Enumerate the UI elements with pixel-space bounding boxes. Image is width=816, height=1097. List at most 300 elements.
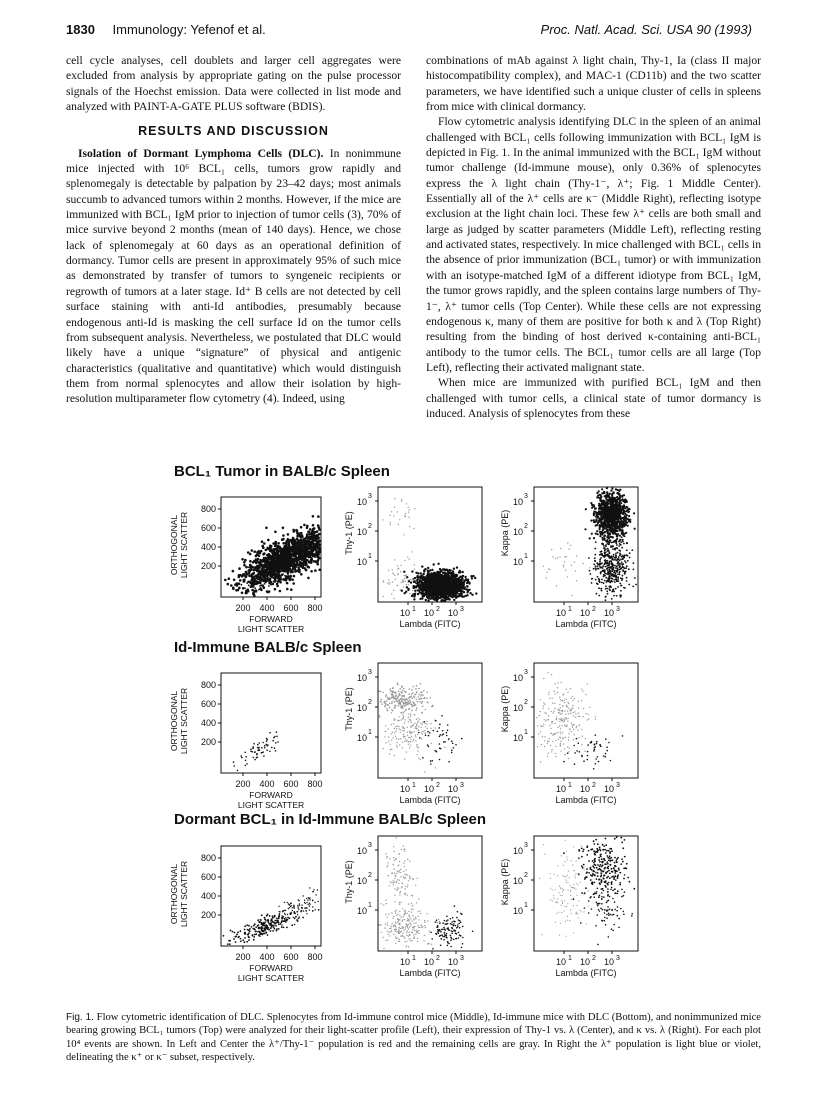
event-dot bbox=[318, 546, 321, 549]
event-dot bbox=[426, 723, 427, 724]
event-dot bbox=[543, 705, 544, 706]
event-dot bbox=[609, 500, 611, 502]
event-dot bbox=[395, 726, 396, 727]
event-dot bbox=[428, 735, 430, 737]
event-dot bbox=[620, 568, 622, 570]
event-dot bbox=[448, 588, 450, 590]
event-dot bbox=[596, 524, 598, 526]
x-tick-exponent: 1 bbox=[568, 606, 572, 613]
event-dot bbox=[568, 751, 569, 752]
event-dot bbox=[604, 575, 606, 577]
event-dot bbox=[540, 731, 541, 732]
event-dot bbox=[610, 561, 612, 563]
y-axis-label: LIGHT SCATTER bbox=[179, 860, 189, 928]
event-dot bbox=[455, 587, 457, 589]
event-dot bbox=[414, 508, 415, 509]
x-tick-label: 800 bbox=[307, 779, 323, 789]
event-dot bbox=[267, 744, 269, 746]
section-heading: RESULTS AND DISCUSSION bbox=[138, 124, 329, 139]
event-dot bbox=[317, 515, 320, 518]
event-dot bbox=[439, 590, 441, 592]
event-dot bbox=[317, 559, 320, 562]
event-dot bbox=[626, 501, 628, 503]
event-dot bbox=[418, 688, 420, 690]
event-dot bbox=[397, 565, 398, 566]
event-dot bbox=[551, 751, 552, 752]
event-dot bbox=[299, 556, 302, 559]
event-dot bbox=[605, 508, 607, 510]
event-dot bbox=[404, 759, 405, 760]
event-dot bbox=[418, 729, 419, 730]
event-dot bbox=[611, 487, 613, 489]
event-dot bbox=[615, 553, 617, 555]
event-dot bbox=[588, 714, 589, 715]
event-dot bbox=[249, 571, 251, 573]
journal-citation: Proc. Natl. Acad. Sci. USA 90 (1993) bbox=[540, 22, 752, 37]
event-dot bbox=[403, 688, 405, 690]
event-dot bbox=[435, 573, 437, 575]
event-dot bbox=[567, 576, 568, 577]
event-dot bbox=[616, 535, 618, 537]
event-dot bbox=[606, 530, 608, 532]
event-dot bbox=[560, 714, 561, 715]
event-dot bbox=[619, 550, 621, 552]
event-dot bbox=[564, 556, 565, 557]
event-dot bbox=[427, 573, 429, 575]
event-dot bbox=[561, 710, 562, 711]
event-dot bbox=[285, 540, 288, 543]
event-dot bbox=[410, 581, 412, 583]
event-dot bbox=[397, 725, 398, 726]
event-dot bbox=[395, 705, 397, 707]
event-dot bbox=[263, 558, 266, 561]
event-dot bbox=[245, 756, 247, 758]
event-dot bbox=[412, 590, 413, 591]
event-dot bbox=[608, 565, 610, 567]
scatter-events bbox=[224, 515, 321, 597]
event-dot bbox=[616, 496, 618, 498]
event-dot bbox=[408, 584, 409, 585]
event-dot bbox=[555, 683, 556, 684]
event-dot bbox=[626, 580, 628, 582]
event-dot bbox=[259, 742, 261, 744]
event-dot bbox=[606, 524, 608, 526]
event-dot bbox=[266, 557, 269, 560]
event-dot bbox=[415, 736, 416, 737]
event-dot bbox=[559, 697, 560, 698]
event-dot bbox=[595, 734, 597, 736]
event-dot bbox=[567, 542, 568, 543]
event-dot bbox=[589, 707, 590, 708]
event-dot bbox=[426, 721, 427, 722]
event-dot bbox=[421, 702, 423, 704]
event-dot bbox=[245, 590, 248, 593]
event-dot bbox=[620, 544, 622, 546]
event-dot bbox=[607, 548, 609, 550]
event-dot bbox=[593, 506, 595, 508]
event-dot bbox=[397, 746, 398, 747]
event-dot bbox=[621, 495, 623, 497]
event-dot bbox=[576, 750, 578, 752]
event-dot bbox=[566, 699, 567, 700]
event-dot bbox=[412, 697, 414, 699]
event-dot bbox=[570, 709, 571, 710]
event-dot bbox=[552, 556, 553, 557]
event-dot bbox=[579, 715, 580, 716]
event-dot bbox=[564, 710, 565, 711]
event-dot bbox=[455, 744, 457, 746]
event-dot bbox=[283, 570, 285, 572]
event-dot bbox=[411, 710, 413, 712]
event-dot bbox=[622, 569, 624, 571]
event-dot bbox=[394, 498, 395, 499]
event-dot bbox=[563, 565, 564, 566]
event-dot bbox=[272, 554, 275, 557]
event-dot bbox=[620, 577, 622, 579]
event-dot bbox=[625, 521, 627, 523]
event-dot bbox=[587, 759, 589, 761]
event-dot bbox=[567, 752, 569, 754]
event-dot bbox=[398, 716, 399, 717]
event-dot bbox=[556, 718, 557, 719]
event-dot bbox=[413, 696, 415, 698]
event-dot bbox=[617, 576, 619, 578]
event-dot bbox=[427, 744, 429, 746]
event-dot bbox=[626, 554, 628, 556]
event-dot bbox=[452, 570, 454, 572]
event-dot bbox=[423, 592, 425, 594]
y-axis-label: ORTHOGONAL bbox=[169, 514, 179, 576]
event-dot bbox=[611, 519, 613, 521]
event-dot bbox=[233, 765, 235, 767]
event-dot bbox=[417, 734, 418, 735]
x-tick-label: 400 bbox=[259, 603, 275, 613]
event-dot bbox=[400, 692, 402, 694]
event-dot bbox=[574, 752, 576, 754]
event-dot bbox=[301, 536, 304, 539]
event-dot bbox=[610, 516, 612, 518]
event-dot bbox=[610, 546, 612, 548]
x-axis-label: Lambda (FITC) bbox=[555, 795, 617, 805]
event-dot bbox=[546, 713, 547, 714]
event-dot bbox=[614, 524, 616, 526]
event-dot bbox=[593, 750, 595, 752]
event-dot bbox=[623, 520, 625, 522]
event-dot bbox=[414, 714, 415, 715]
event-dot bbox=[598, 528, 600, 530]
event-dot bbox=[425, 709, 426, 710]
event-dot bbox=[416, 745, 417, 746]
event-dot bbox=[544, 740, 545, 741]
event-dot bbox=[406, 578, 407, 579]
event-dot bbox=[381, 703, 383, 705]
event-dot bbox=[607, 539, 609, 541]
event-dot bbox=[233, 761, 235, 763]
event-dot bbox=[256, 754, 258, 756]
event-dot bbox=[566, 726, 567, 727]
event-dot bbox=[590, 520, 592, 522]
event-dot bbox=[427, 731, 429, 733]
event-dot bbox=[612, 536, 614, 538]
event-dot bbox=[603, 535, 605, 537]
event-dot bbox=[611, 495, 613, 497]
event-dot bbox=[619, 573, 621, 575]
event-dot bbox=[600, 494, 602, 496]
event-dot bbox=[608, 576, 610, 578]
event-dot bbox=[278, 571, 281, 574]
event-dot bbox=[617, 558, 619, 560]
event-dot bbox=[605, 577, 607, 579]
event-dot bbox=[631, 549, 633, 551]
event-dot bbox=[567, 692, 568, 693]
event-dot bbox=[426, 728, 427, 729]
event-dot bbox=[566, 556, 567, 557]
event-dot bbox=[576, 738, 578, 740]
event-dot bbox=[392, 572, 393, 573]
event-dot bbox=[318, 528, 321, 531]
x-axis-label: FORWARD bbox=[249, 790, 293, 800]
event-dot bbox=[380, 701, 382, 703]
event-dot bbox=[239, 587, 241, 589]
event-dot bbox=[616, 505, 618, 507]
event-dot bbox=[254, 587, 256, 589]
event-dot bbox=[256, 565, 259, 568]
event-dot bbox=[435, 727, 436, 728]
event-dot bbox=[279, 563, 281, 565]
event-dot bbox=[251, 589, 254, 592]
event-dot bbox=[612, 493, 614, 495]
event-dot bbox=[391, 712, 392, 713]
event-dot bbox=[591, 582, 593, 584]
event-dot bbox=[302, 550, 305, 553]
figure-row-title-middle: Id-Immune BALB/c Spleen bbox=[174, 639, 362, 656]
event-dot bbox=[613, 554, 615, 556]
event-dot bbox=[547, 756, 548, 757]
event-dot bbox=[435, 584, 437, 586]
event-dot bbox=[382, 692, 384, 694]
event-dot bbox=[399, 701, 401, 703]
event-dot bbox=[427, 567, 429, 569]
event-dot bbox=[560, 745, 561, 746]
event-dot bbox=[452, 591, 454, 593]
event-dot bbox=[274, 548, 277, 551]
event-dot bbox=[597, 565, 599, 567]
event-dot bbox=[422, 695, 424, 697]
event-dot bbox=[432, 705, 434, 707]
event-dot bbox=[276, 731, 278, 733]
event-dot bbox=[410, 745, 411, 746]
x-axis-label: LIGHT SCATTER bbox=[237, 624, 305, 634]
event-dot bbox=[570, 545, 571, 546]
event-dot bbox=[594, 557, 596, 559]
event-dot bbox=[388, 570, 389, 571]
event-dot bbox=[417, 722, 418, 723]
event-dot bbox=[283, 557, 286, 560]
event-dot bbox=[299, 545, 302, 548]
event-dot bbox=[261, 752, 263, 754]
event-dot bbox=[554, 723, 555, 724]
event-dot bbox=[270, 545, 273, 548]
event-dot bbox=[542, 708, 543, 709]
event-dot bbox=[285, 546, 288, 549]
event-dot bbox=[551, 674, 552, 675]
event-dot bbox=[607, 520, 609, 522]
event-dot bbox=[261, 568, 263, 570]
event-dot bbox=[454, 585, 456, 587]
event-dot bbox=[397, 585, 398, 586]
event-dot bbox=[279, 590, 282, 593]
y-tick-label: 600 bbox=[200, 699, 216, 709]
event-dot bbox=[392, 581, 393, 582]
scatter-plot-frame bbox=[221, 673, 321, 773]
event-dot bbox=[252, 751, 254, 753]
event-dot bbox=[267, 568, 269, 570]
event-dot bbox=[579, 724, 580, 725]
event-dot bbox=[578, 716, 579, 717]
event-dot bbox=[563, 566, 564, 567]
event-dot bbox=[439, 577, 441, 579]
event-dot bbox=[436, 580, 438, 582]
event-dot bbox=[315, 539, 318, 542]
event-dot bbox=[386, 708, 388, 710]
event-dot bbox=[292, 560, 295, 563]
event-dot bbox=[456, 582, 458, 584]
event-dot bbox=[408, 582, 409, 583]
event-dot bbox=[599, 506, 601, 508]
event-dot bbox=[303, 524, 306, 527]
event-dot bbox=[421, 698, 423, 700]
event-dot bbox=[558, 712, 559, 713]
event-dot bbox=[553, 712, 554, 713]
event-dot bbox=[589, 570, 591, 572]
event-dot bbox=[303, 541, 306, 544]
event-dot bbox=[284, 575, 286, 577]
event-dot bbox=[621, 512, 623, 514]
y-tick-label: 400 bbox=[200, 718, 216, 728]
event-dot bbox=[404, 719, 405, 720]
event-dot bbox=[238, 567, 241, 570]
event-dot bbox=[564, 561, 565, 562]
event-dot bbox=[427, 577, 429, 579]
event-dot bbox=[544, 746, 545, 747]
x-axis-label: Lambda (FITC) bbox=[399, 619, 461, 629]
event-dot bbox=[408, 507, 409, 508]
event-dot bbox=[624, 524, 626, 526]
event-dot bbox=[264, 747, 266, 749]
event-dot bbox=[606, 581, 608, 583]
event-dot bbox=[255, 554, 258, 557]
event-dot bbox=[269, 579, 271, 581]
event-dot bbox=[573, 729, 574, 730]
event-dot bbox=[540, 699, 541, 700]
event-dot bbox=[279, 575, 282, 578]
event-dot bbox=[410, 713, 412, 715]
event-dot bbox=[605, 566, 607, 568]
event-dot bbox=[559, 718, 560, 719]
event-dot bbox=[543, 678, 544, 679]
event-dot bbox=[413, 724, 414, 725]
event-dot bbox=[452, 579, 454, 581]
event-dot bbox=[394, 559, 395, 560]
event-dot bbox=[437, 563, 439, 565]
event-dot bbox=[601, 582, 603, 584]
event-dot bbox=[620, 502, 622, 504]
event-dot bbox=[422, 757, 424, 759]
event-dot bbox=[388, 728, 389, 729]
event-dot bbox=[272, 576, 274, 578]
event-dot bbox=[383, 580, 384, 581]
event-dot bbox=[405, 516, 406, 517]
y-axis-label: Thy-1 (PE) bbox=[344, 687, 354, 731]
event-dot bbox=[585, 713, 586, 714]
running-title: Immunology: Yefenof et al. bbox=[112, 22, 266, 37]
event-dot bbox=[425, 735, 427, 737]
event-dot bbox=[263, 553, 266, 556]
event-dot bbox=[613, 529, 615, 531]
event-dot bbox=[419, 701, 421, 703]
event-dot bbox=[408, 721, 409, 722]
event-dot bbox=[607, 550, 609, 552]
event-dot bbox=[555, 753, 556, 754]
event-dot bbox=[605, 546, 607, 548]
event-dot bbox=[606, 536, 608, 538]
event-dot bbox=[608, 496, 610, 498]
event-dot bbox=[379, 715, 381, 717]
event-dot bbox=[570, 688, 571, 689]
event-dot bbox=[596, 530, 598, 532]
event-dot bbox=[243, 564, 246, 567]
event-dot bbox=[408, 697, 410, 699]
event-dot bbox=[250, 565, 253, 568]
event-dot bbox=[547, 672, 548, 673]
event-dot bbox=[410, 726, 411, 727]
event-dot bbox=[561, 713, 562, 714]
event-dot bbox=[606, 560, 608, 562]
event-dot bbox=[554, 708, 555, 709]
event-dot bbox=[252, 580, 254, 582]
event-dot bbox=[278, 566, 280, 568]
event-dot bbox=[609, 510, 611, 512]
event-dot bbox=[555, 558, 556, 559]
event-dot bbox=[423, 698, 425, 700]
event-dot bbox=[619, 566, 621, 568]
event-dot bbox=[418, 758, 419, 759]
event-dot bbox=[591, 533, 593, 535]
event-dot bbox=[591, 507, 593, 509]
event-dot bbox=[581, 729, 582, 730]
event-dot bbox=[610, 760, 612, 762]
event-dot bbox=[250, 749, 252, 751]
event-dot bbox=[585, 508, 587, 510]
event-dot bbox=[404, 700, 406, 702]
event-dot bbox=[568, 713, 569, 714]
event-dot bbox=[401, 698, 403, 700]
event-dot bbox=[293, 541, 296, 544]
event-dot bbox=[405, 702, 407, 704]
event-dot bbox=[407, 556, 408, 557]
event-dot bbox=[312, 550, 315, 553]
event-dot bbox=[402, 707, 404, 709]
event-dot bbox=[593, 563, 595, 565]
y-axis-label: ORTHOGONAL bbox=[169, 863, 179, 925]
event-dot bbox=[560, 731, 561, 732]
event-dot bbox=[595, 579, 597, 581]
event-dot bbox=[626, 577, 628, 579]
event-dot bbox=[401, 705, 403, 707]
event-dot bbox=[548, 708, 549, 709]
event-dot bbox=[393, 590, 394, 591]
event-dot bbox=[299, 540, 302, 543]
